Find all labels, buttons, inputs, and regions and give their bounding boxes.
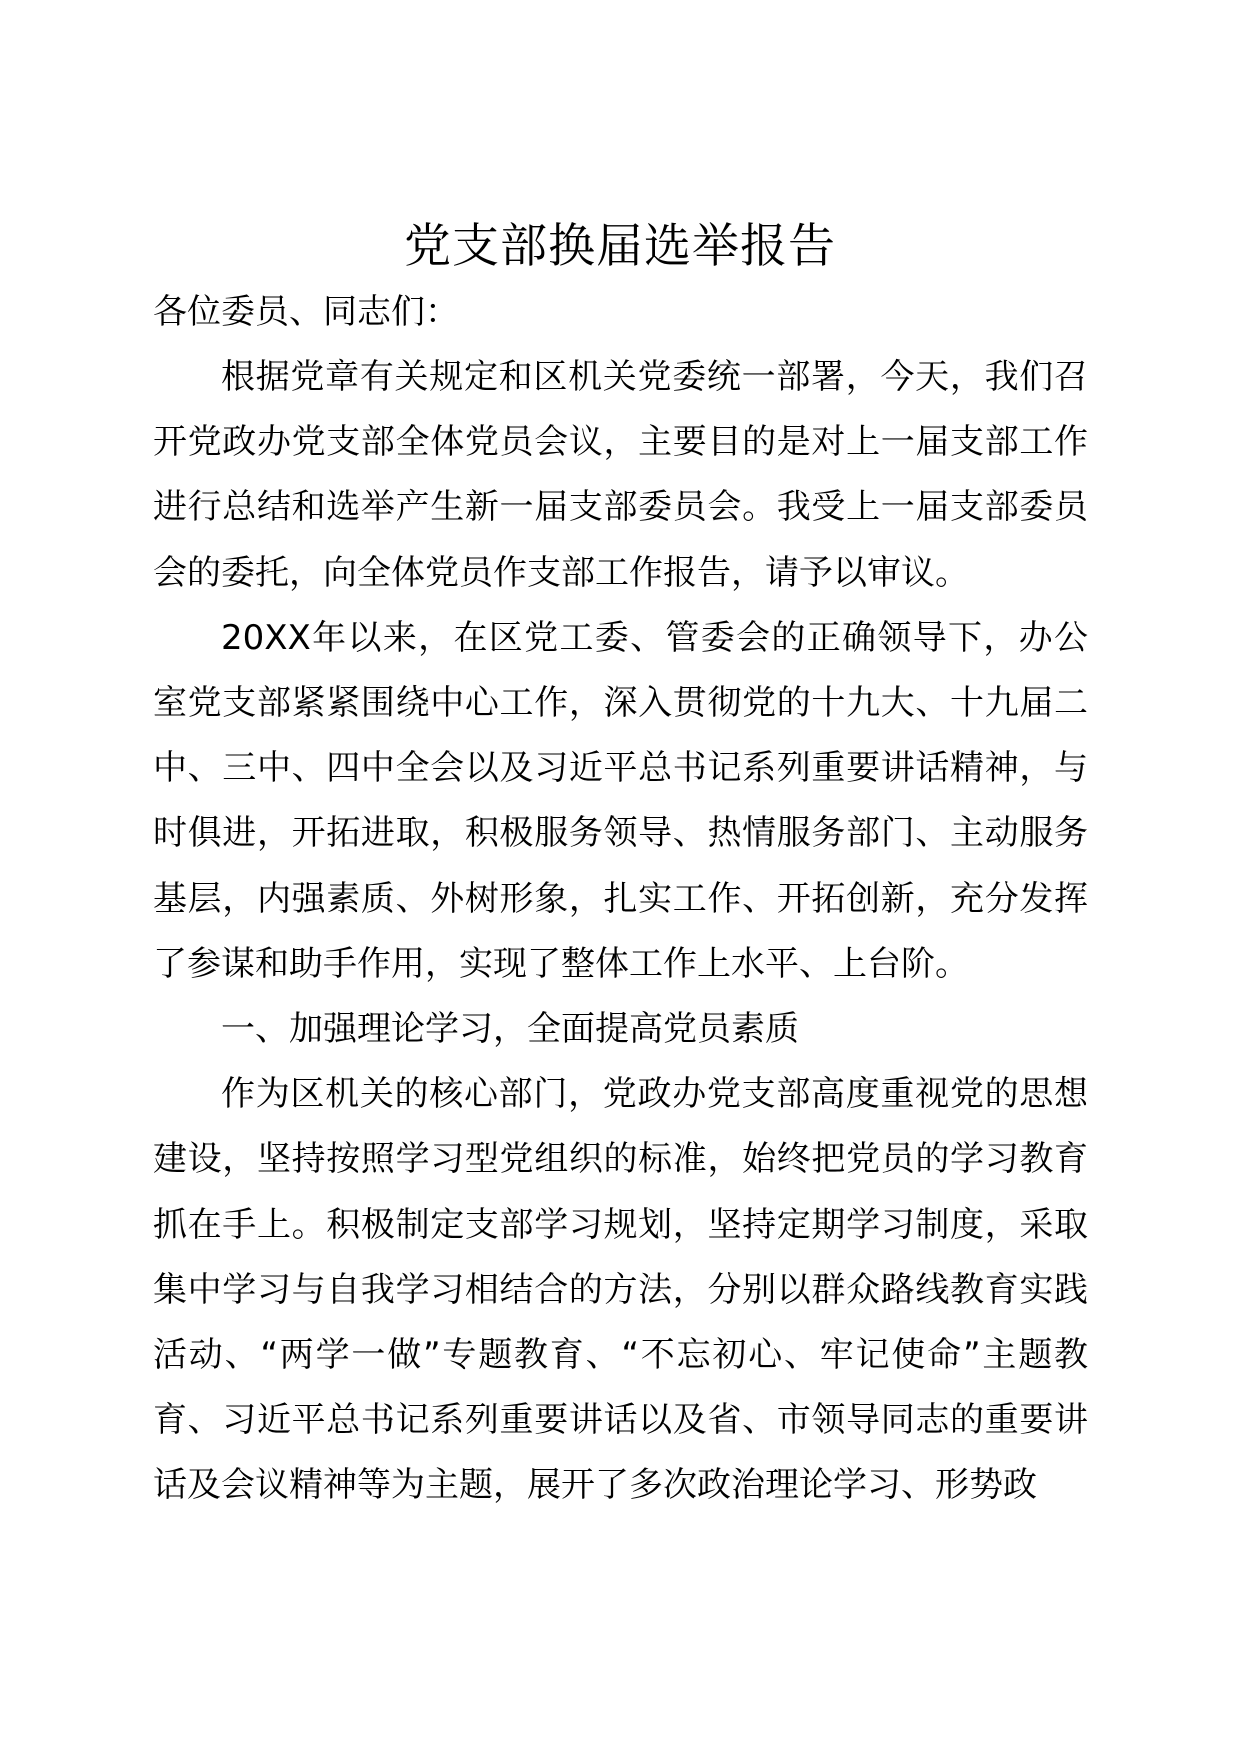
document-title: 党支部换届选举报告 <box>404 219 836 274</box>
section-heading: 一、加强理论学习，全面提高党员素质 <box>221 1009 799 1050</box>
paragraph-intro: 根据党章有关规定和区机关党委统一部署，今天，我们召开党政办党支部全体党员会议，主要目的是对上一届支部工作进行总结和选举产生新一届支部委员会。我受上一届支部委员会的委托，向全体党员作支部工作报告，请予以审议。 <box>153 357 1088 593</box>
document-body <box>153 345 1088 1519</box>
salutation: 各位委员、同志们： <box>153 292 459 332</box>
paragraph-study: 作为区机关的核心部门，党政办党支部高度重视党的思想建设，坚持按照学习型党组织的标准，始终把党员的学习教育抓在手上。积极制定支部学习规划，坚持定期学习制度，采取集中学习与自我学习相结合的方法，分别以群众路线教育实践活动、“两学一做”专题教育、“不忘初心、牢记使命”主题教育、习近平总书记系列重要讲话以及省、市领导同志的重要讲话及会议精神等为主题，展开了多次政治理论学习、形势政 <box>153 1074 1088 1506</box>
paragraph-overview: 20XX年以来，在区党工委、管委会的正确领导下，办公室党支部紧紧围绕中心工作，深入贯彻党的十九大、十九届二中、三中、四中全会以及习近平总书记系列重要讲话精神，与时俱进，开拓进取，积极服务领导、热情服务部门、主动服务基层，内强素质、外树形象，扎实工作、开拓创新，充分发挥了参谋和助手作用，实现了整体工作上水平、上台阶。 <box>153 617 1088 984</box>
